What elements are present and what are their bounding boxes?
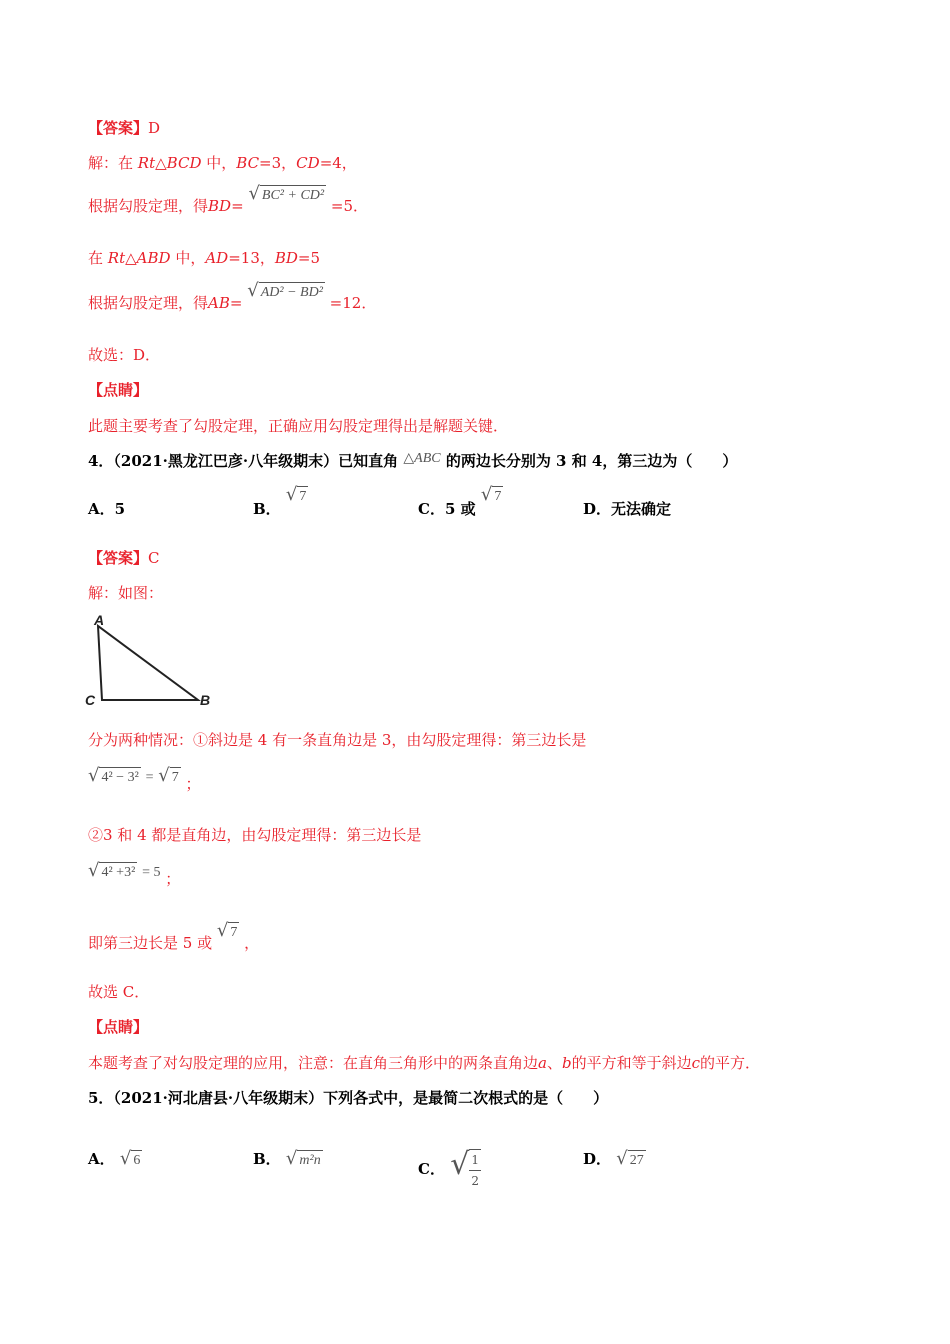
case-1-expr [88,765,201,793]
q5-option-b-sqrt [286,1149,323,1171]
q5-option-c-label: C． [418,1160,445,1178]
case2-semicolon: ； [165,870,181,888]
triangle-abd: △ABD [125,249,171,267]
equals: = [231,197,244,215]
equals: = [229,294,243,312]
case1-result-sqrt [158,766,180,788]
comment-suffix: 的平方． [700,1054,761,1072]
q4-option-c-label: C．5 或 [418,500,476,518]
radical-icon: √ [119,1148,132,1169]
q5-option-d-label: D． [583,1150,612,1168]
q5-option-b-label: B． [253,1150,281,1168]
radical-icon: √ [285,1148,298,1169]
solution-intro-2: 解：如图： [88,584,164,602]
cd-value: =4， [319,154,357,172]
bc-value: =3， [259,154,297,172]
q4-option-a[interactable]: A．5 [88,500,126,518]
conclusion-prefix: 即第三边长是 5 或 [88,934,213,952]
case-2-text: ②3 和 4 都是直角边，由勾股定理得：第三边长是 [88,826,422,844]
comment-text-1: 此题主要考查了勾股定理，正确应用勾股定理得出是解题关键． [88,417,509,435]
conclusion-line [88,920,260,955]
var-b: b [561,1054,572,1072]
sqrt-bc-cd-expr: BC² + CD² [260,185,326,206]
q4-stem-suffix: 的两边长分别为 3 和 4，第三边为（ ） [445,452,738,470]
case2-radicand: 4² +3² [99,862,137,883]
q4-option-d[interactable]: D．无法确定 [583,500,672,518]
bc-label: BC [236,154,260,172]
q4-option-b-radicand: 7 [297,486,308,507]
case1-result: 7 [170,767,181,788]
q5-option-b-radicand: m²n [297,1150,322,1171]
bd2-value: =5 [297,249,321,267]
rt-text: Rt [137,154,156,172]
conclusion-sqrt [217,921,239,943]
line3-prefix: 在 [88,249,104,267]
q4-option-c-sqrt [481,485,503,507]
q5-option-c[interactable] [418,1149,481,1191]
comment-label-2: 【点睛】 [88,1018,149,1036]
question-5-stem: 5．（2021·河北唐县·八年级期末）下列各式中，是最简二次根式的是（ ） [88,1089,609,1107]
triangle-figure [82,612,222,712]
radical-icon: √ [285,484,298,505]
solution-mid: 中， [206,154,237,172]
step1-prefix: 根据勾股定理，得 [88,197,209,215]
ab-label: AB [208,294,230,312]
q4-option-c[interactable] [418,484,503,521]
q5-option-c-sqrt [450,1149,481,1191]
cd-label: CD [296,154,320,172]
answer-value: D [148,119,161,137]
case-2-expr [88,860,181,888]
comment-label-1: 【点睛】 [88,381,149,399]
sqrt-bc-cd [248,184,326,206]
case1-sqrt [88,766,141,788]
radical-icon: √ [88,765,100,786]
ad-label: AD [205,249,229,267]
radical-icon: √ [480,484,493,505]
q5-option-d-sqrt [616,1149,645,1171]
q5-option-a-sqrt [120,1149,142,1171]
comment-prefix: 本题考查了对勾股定理的应用，注意：在直角三角形中的两条直角边 [88,1054,539,1072]
var-a: a [538,1054,547,1072]
question-4-stem [88,451,737,473]
q4-option-c-radicand: 7 [492,486,503,507]
solution-intro: 解：在 [88,154,134,172]
triangle-shape [98,626,198,700]
q4-option-b[interactable] [253,484,308,521]
line3-mid: 中， [175,249,206,267]
answer-label: 【答案】 [88,549,149,567]
comment-text-2 [88,1053,760,1073]
radical-icon: √ [450,1147,470,1182]
comment-mid: 的平方和等于斜边 [571,1054,692,1072]
case1-equals: = [145,770,154,785]
q5-option-c-fraction [469,1149,481,1191]
q5-option-c-numerator: 1 [469,1150,481,1171]
q4-triangle: △ABC [403,451,441,466]
var-c: c [691,1054,701,1072]
answer-line-1 [88,118,160,138]
sqrt-ad-bd [247,281,325,303]
answer-value: C [148,549,160,567]
solution-line-3 [88,248,320,268]
separator: 、 [546,1054,562,1072]
radical-icon: √ [247,280,259,301]
conclusion-suffix: ， [244,934,260,952]
solution-line-1 [88,153,357,173]
bd-label: BD [208,197,232,215]
answer-label: 【答案】 [88,119,149,137]
q4-stem-prefix: 4．（2021·黑龙江巴彦·八年级期末）已知直角 [88,452,399,470]
step2-result: =12． [329,294,377,312]
ad-value: =13， [228,249,275,267]
case-1-text: 分为两种情况：①斜边是 4 有一条直角边是 3，由勾股定理得：第三边长是 [88,731,587,749]
q5-option-d-radicand: 27 [628,1150,646,1171]
choice-line-2: 故选 C． [88,983,150,1001]
choice-line-1: 故选：D． [88,346,161,364]
radical-icon: √ [216,920,229,941]
case1-semicolon: ； [185,775,201,793]
radical-icon: √ [158,765,170,786]
q5-option-d[interactable] [583,1149,646,1171]
vertex-b-label: B [200,692,211,708]
case1-radicand: 4² − 3² [99,767,140,788]
bd2-label: BD [274,249,298,267]
answer-line-2 [88,548,160,568]
q5-option-c-denominator: 2 [471,1174,479,1188]
q5-option-a-radicand: 6 [131,1150,142,1171]
solution-line-2 [88,183,369,218]
case2-sqrt [88,861,137,883]
radical-icon: √ [88,860,100,881]
case2-result: = 5 [142,865,161,880]
q5-option-b[interactable] [253,1149,323,1171]
radical-icon: √ [248,183,260,204]
q4-option-b-label: B． [253,500,281,518]
q5-option-a[interactable] [88,1149,142,1171]
vertex-c-label: C [85,692,96,708]
triangle-bcd: △BCD [155,154,202,172]
step1-result: =5． [330,197,369,215]
rt-text: Rt [107,249,126,267]
vertex-a-label: A [94,612,105,628]
solution-line-4 [88,280,377,315]
conclusion-radicand: 7 [228,922,239,943]
q5-option-a-label: A． [88,1150,115,1168]
step2-prefix: 根据勾股定理，得 [88,294,209,312]
radical-icon: √ [616,1148,628,1169]
sqrt-ad-bd-expr: AD² − BD² [259,282,325,303]
q4-option-b-sqrt [286,485,308,507]
